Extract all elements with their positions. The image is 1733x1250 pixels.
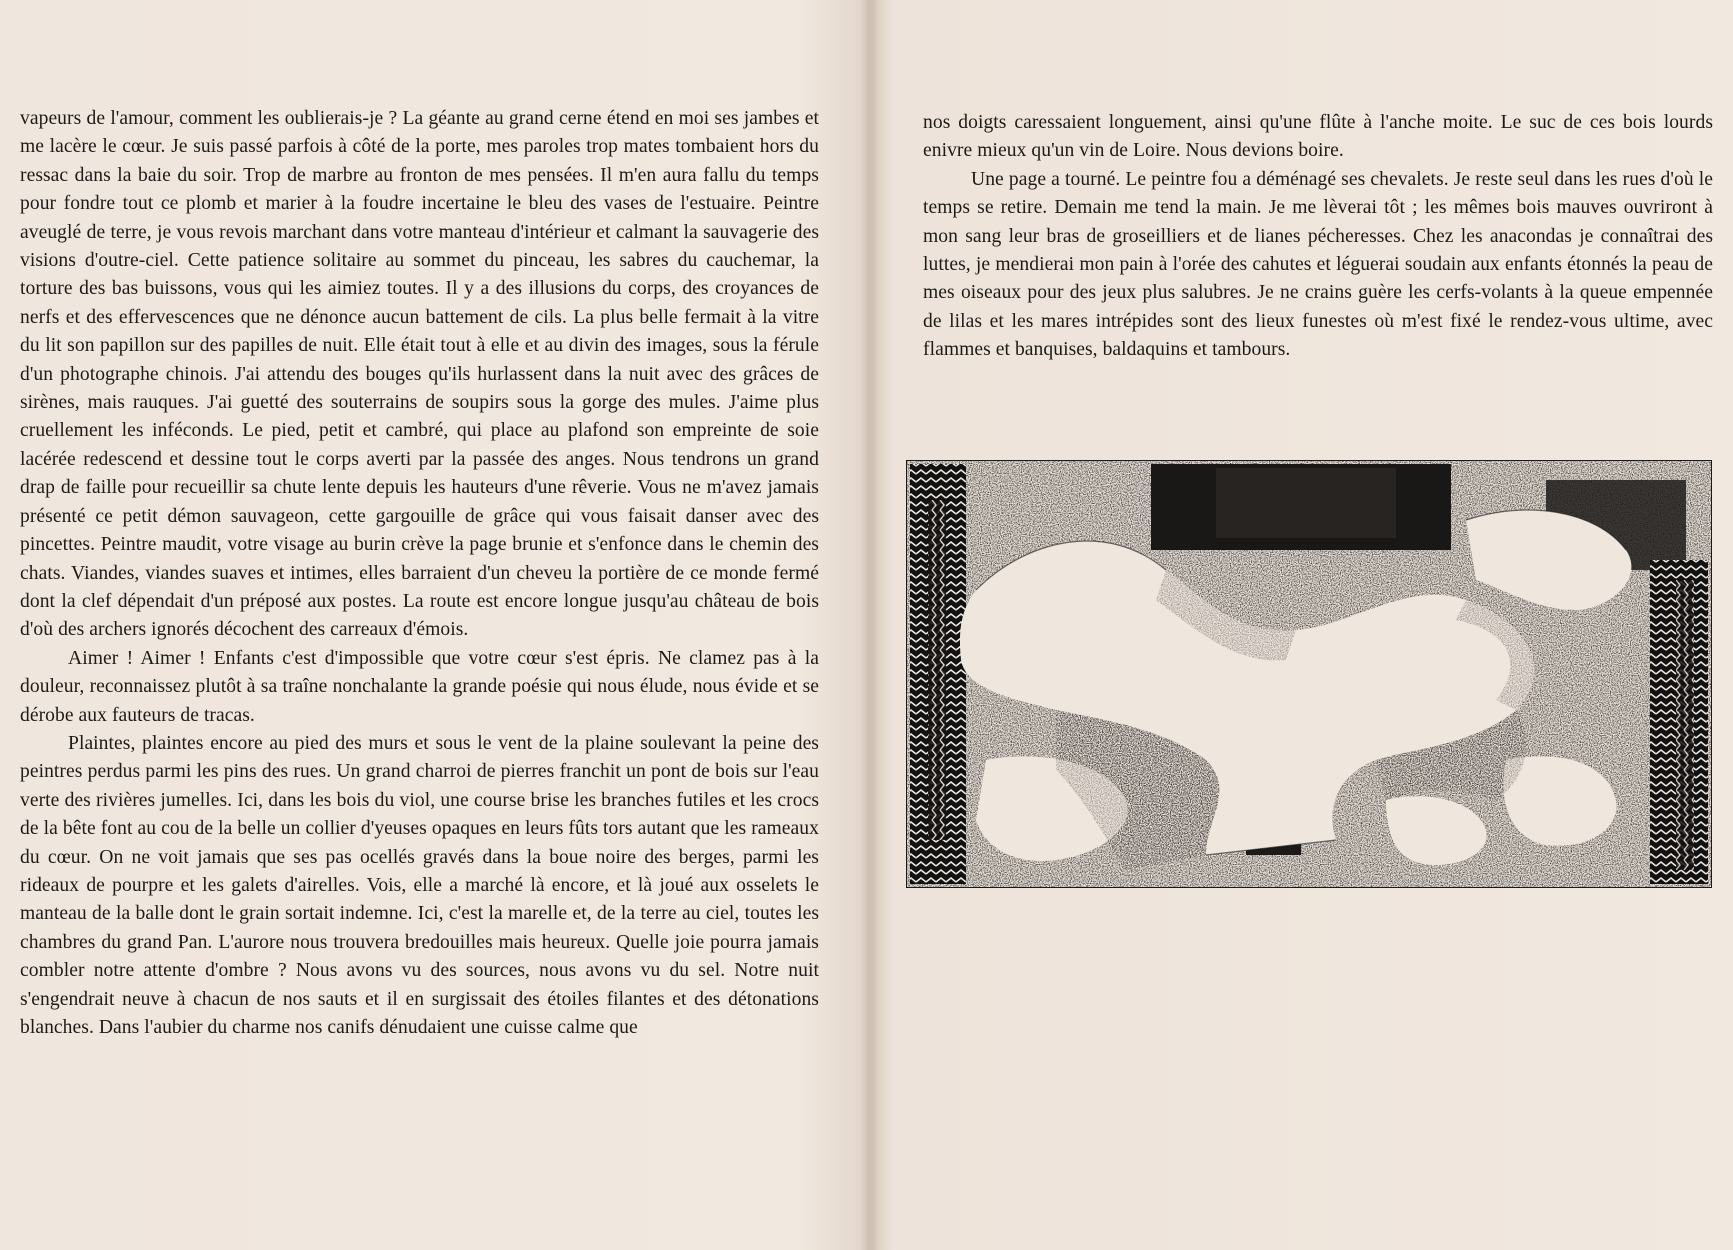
paragraph: Plaintes, plaintes encore au pied des murs et sous le vent de la plaine soulevant la peine des peintres perdus parmi les pins des rues. Un grand charroi de pierres franchit un pont de bois sur l'eau verte des rivières jumelles. Ici, dans les bois du viol, une course brise les branches futiles et les crocs de la bête font au cou de la belle un collier d'yeuses opaques en leurs fûts tors autant que les rameaux du cœur. On ne voit jamais que ses pas ocellés gravés dans la boue noire des berges, parmi les rideaux de pourpre et les galets d'airelles. Vois, elle a marché là encore, et là joué aux osselets le manteau de la balle dont le grain sortait indemne. Ici, c'est la marelle et, de la terre au ciel, toutes les chambres du grand Pan. L'aurore nous trouvera bredouilles mais heureux. Quelle joie pourra jamais combler notre attente d'ombre ? Nous avons vu des sources, nous avons vu du sel. Notre nuit s'engendrait neuve à chacun de nos sauts et il en surgissait des étoiles filantes et des détonations blanches. Dans l'aubier du charme nos canifs dénudaient une cuisse calme que [20, 732, 819, 1038]
left-page-text [20, 105, 819, 1042]
paragraph: vapeurs de l'amour, comment les oublierais-je ? La géante au grand cerne étend en moi ses jambes et me lacère le cœur. Je suis passé parfois à côté de la porte, mes paroles trop mates tombaient hors du ressac dans la baie du soir. Trop de marbre au fronton de mes pensées. Il m'en aura fallu du temps pour fondre tout ce plomb et marier à la foudre incertaine le bleu des vases de l'estuaire. Peintre aveuglé de terre, je vous revois marchant dans votre manteau d'intérieur et calmant la sauvagerie des visions d'outre-ciel. Cette patience solitaire au sommet du pinceau, les sabres du cauchemar, la torture des bas buissons, vous qui les aimiez toutes. Il y a des illusions du corps, des croyances de nerfs et des effervescences que ne dénonce aucun battement de cils. La plus belle fermait à la vitre du lit son papillon sur des papilles de nuit. Elle était tout à elle et au divin des images, sous la férule d'un photographe chinois. J'ai attendu des bouges qu'ils hurlassent dans la nuit avec des grâces de sirènes, mais rauques. J'ai guetté des souterrains de soupirs sous la gorge des mules. J'aime plus cruellement les inféconds. Le pied, petit et cambré, qui place au plafond son empreinte de soie lacérée redescend et dessine tout le corps averti par la passée des anges. Nous tendrons un grand drap de faille pour recueillir sa chute lente depuis les hauteurs d'une rêverie. Vous ne m'avez jamais présenté ce petit démon sauvageon, cette gargouille de grâce qui vous faisait danser avec des pincettes. Peintre maudit, votre visage au burin crève la page brunie et s'enfonce dans le chemin des chats. Viandes, viandes suaves et intimes, elles barraient d'un cheveu la portière de ce monde fermé dont la clef dépendait d'un préposé aux postes. La route est encore longue jusqu'au château de bois d'où des archers ignorés décochent des carreaux d'émois. [20, 108, 819, 641]
paragraph: nos doigts caressaient longuement, ainsi qu'une flûte à l'anche moite. Le suc de ces bois lourds enivre mieux qu'un vin de Loire. Nous devions boire. [923, 112, 1713, 162]
paragraph: Aimer ! Aimer ! Enfants c'est d'impossible que votre cœur s'est épris. Ne clamez pas à la douleur, reconnaissez plutôt à sa traîne nonchalante la grande poésie qui nous élude, nous évide et se dérobe aux fauteurs de tracas. [20, 647, 819, 726]
right-page-text [923, 109, 1713, 365]
left-page [0, 0, 866, 1250]
engraving-illustration [906, 460, 1712, 888]
paragraph: Une page a tourné. Le peintre fou a déménagé ses chevalets. Je reste seul dans les rues d'où le temps se retire. Demain me tend la main. Je me lèverai tôt ; les mêmes bois mauves ouvriront à mon sang leur bras de groseilliers et de lianes pécheresses. Chez les anacondas je connaîtrai des luttes, je mendierai mon pain à l'orée des cahutes et léguerai soudain aux enfants étonnés la peau de mes oiseaux pour des jeux plus salubres. Je ne crains guère les cerfs-volants à la queue empennée de lilas et les mares intrépides sont des lieux funestes où m'est fixé le rendez-vous ultime, avec flammes et banquises, baldaquins et tambours. [923, 168, 1713, 361]
engraving-image [906, 460, 1712, 888]
